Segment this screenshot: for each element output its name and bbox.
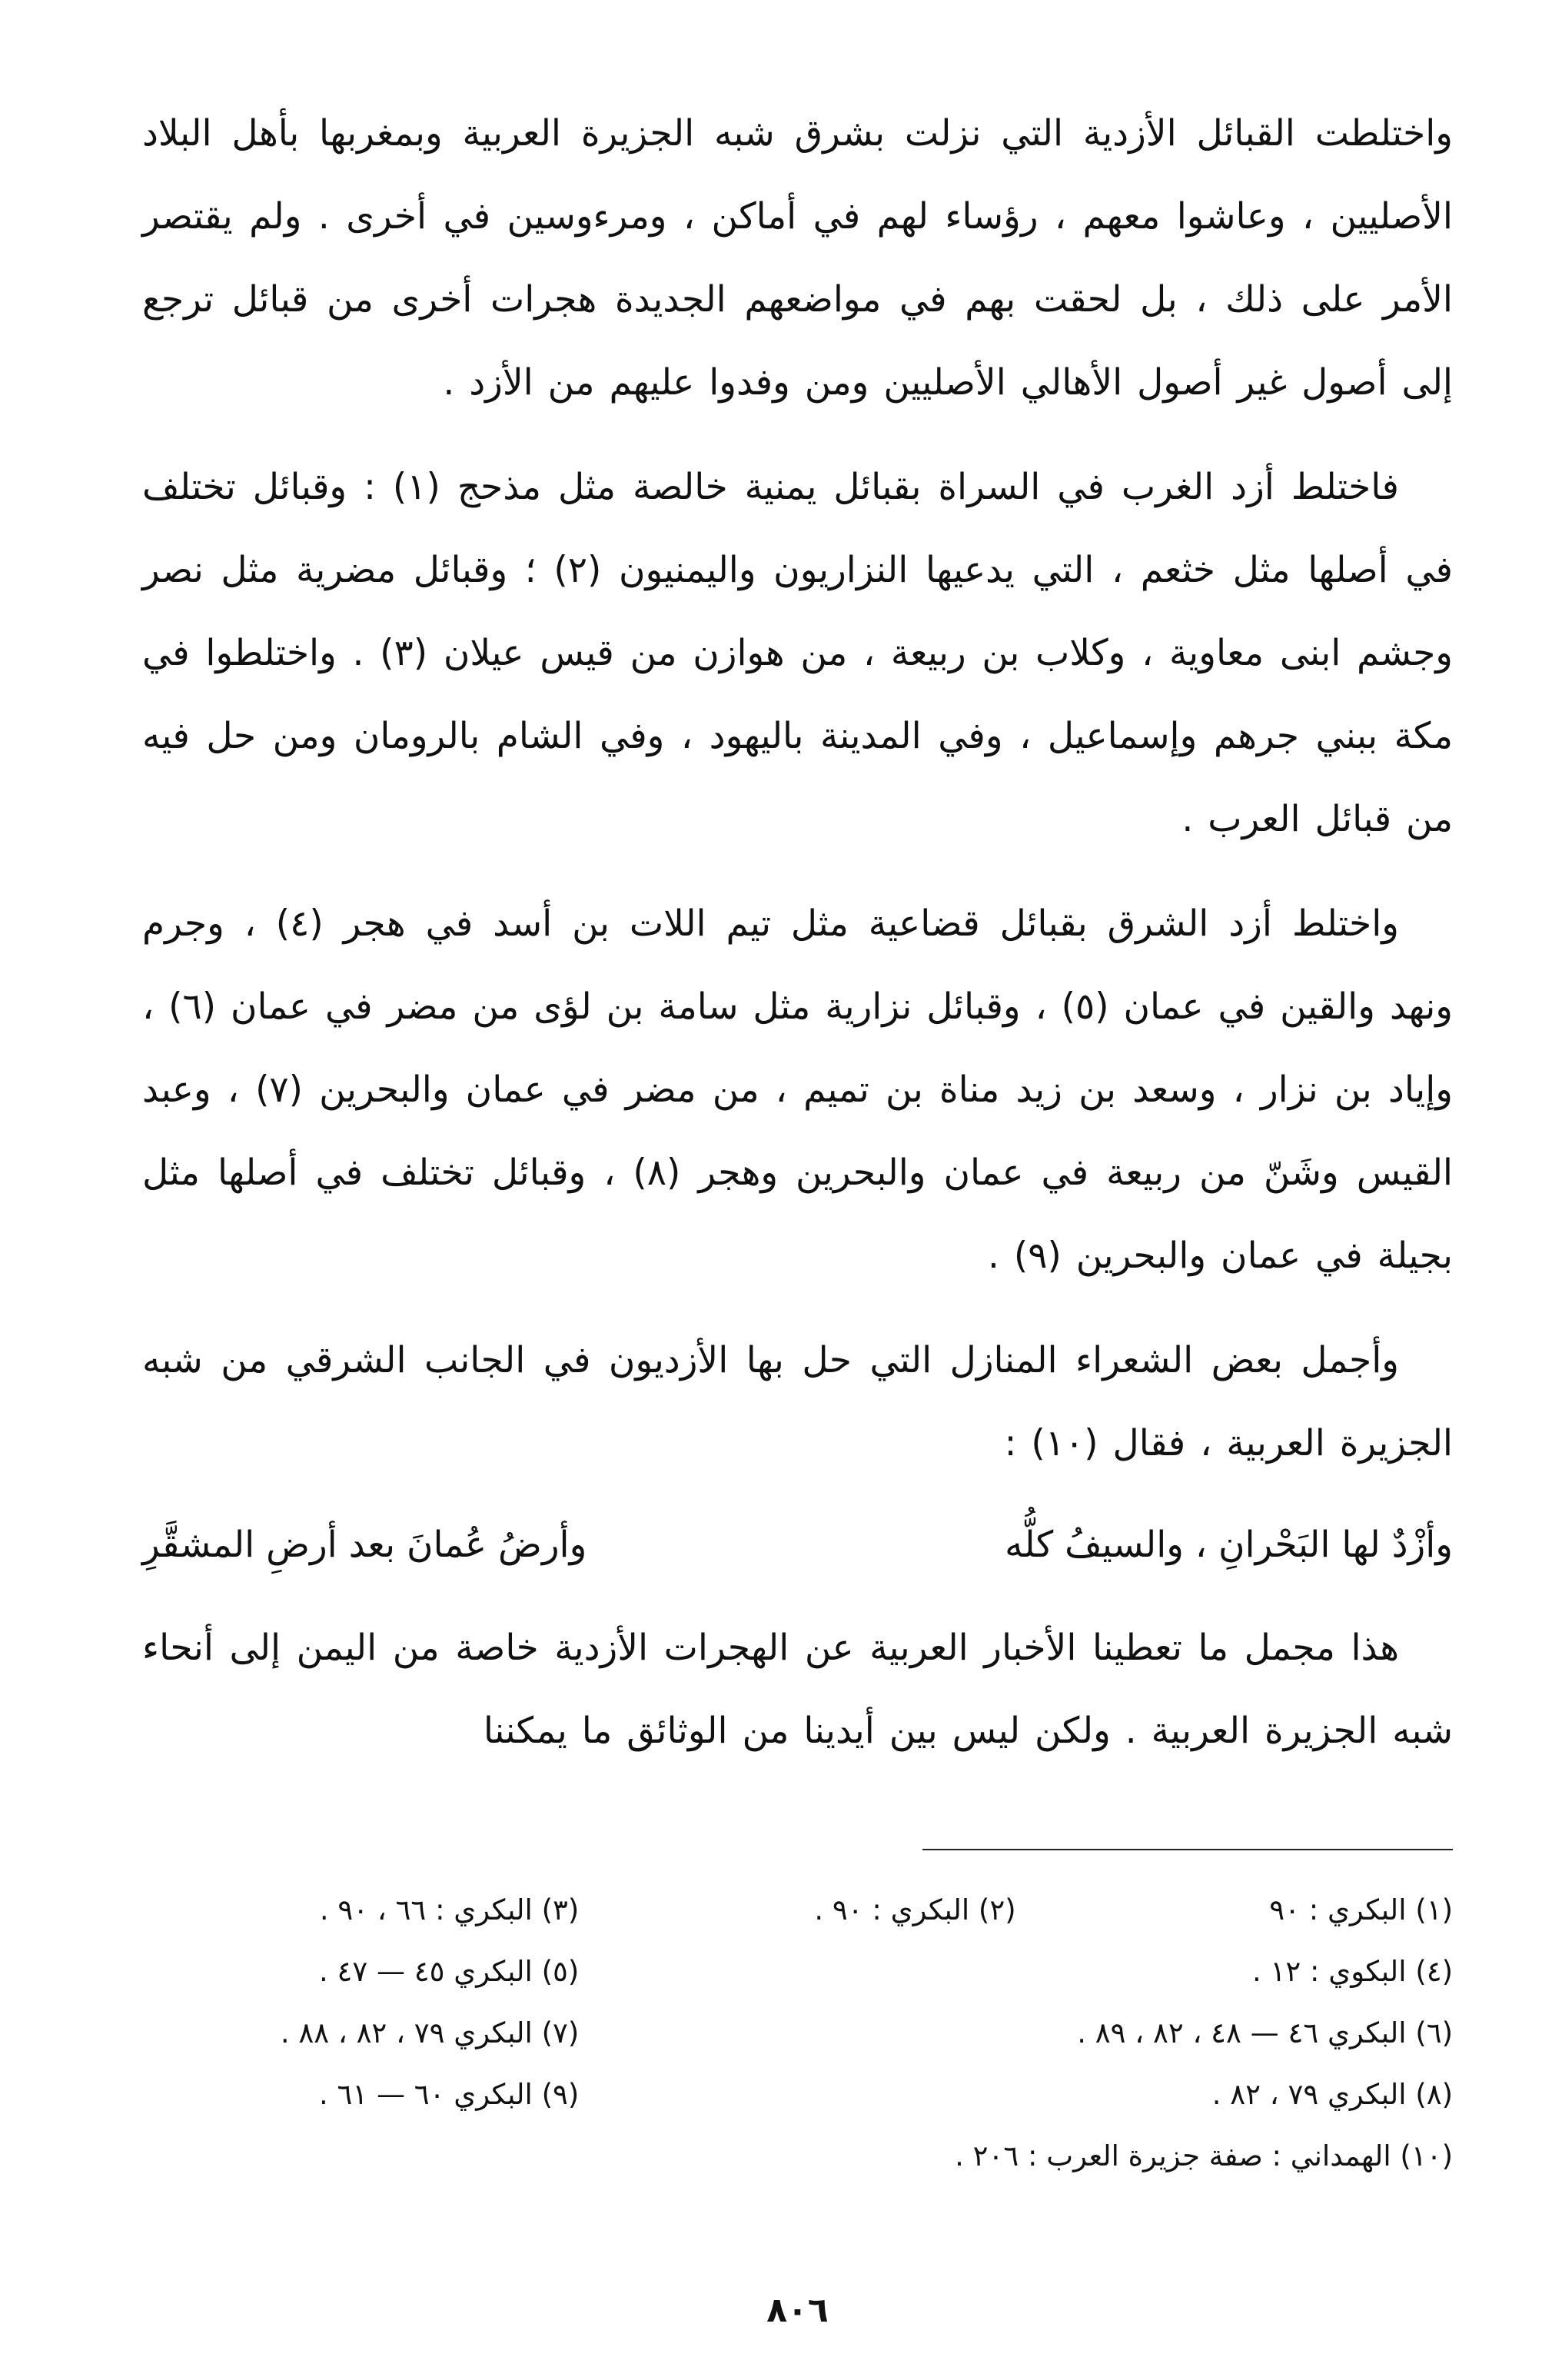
verse-first-hemistich: وأزْدٌ لها البَحْرانِ ، والسيفُ كلُّه: [1005, 1524, 1453, 1566]
paragraph-4: وأجمل بعض الشعراء المنازل التي حل بها الأزديون في الجانب الشرقي من شبه الجزيرة العربية ، فقال (١٠) :: [142, 1339, 1453, 1464]
verse-second-hemistich: وأرضُ عُمانَ بعد أرضِ المشقَّرِ: [142, 1524, 587, 1566]
footnotes: [142, 1880, 1453, 2187]
footnote-row: [142, 1880, 1453, 1941]
footnote-1: (١) البكري : ٩٠: [1269, 1893, 1453, 1926]
footnote-row: [142, 2126, 1453, 2187]
footnote-separator: [922, 1849, 1453, 1850]
footnote-9: (٩) البكري ٦٠ — ٦١ .: [318, 2078, 580, 2111]
footnote-10: (١٠) الهمداني : صفة جزيرة العرب : ٢٠٦ .: [955, 2139, 1453, 2172]
footnote-row: [142, 1941, 1453, 2003]
footnote-row: [142, 2003, 1453, 2064]
paragraph-3: واختلط أزد الشرق بقبائل قضاعية مثل تيم اللات بن أسد في هجر (٤) ، وجرم ونهد والقين في عمان (٥) ، وقبائل نزارية مثل سامة بن لؤى من مضر في عمان (٦) ، وإياد بن نزار ، وسعد بن زيد مناة بن تميم ، من مضر في عمان والبحرين (٧) ، وعبد القيس وشَنّ من ربيعة في عمان والبحرين وهجر (٨) ، وقبائل تختلف في أصلها مثل بجيلة في عمان والبحرين (٩) .: [142, 902, 1453, 1277]
paragraph-1: واختلطت القبائل الأزدية التي نزلت بشرق شبه الجزيرة العربية وبمغربها بأهل البلاد الأصليين ، وعاشوا معهم ، رؤساء لهم في أماكن ، ومرءوسين في أخرى . ولم يقتصر الأمر على ذلك ، بل لحقت بهم في مواضعهم الجديدة هجرات أخرى من قبائل ترجع إلى أصول غير أصول الأهالي الأصليين ومن وفدوا عليهم من الأزد .: [142, 112, 1453, 404]
footnote-7: (٧) البكري ٧٩ ، ٨٢ ، ٨٨ .: [280, 2016, 580, 2049]
footnote-3: (٣) البكري : ٦٦ ، ٩٠ .: [319, 1893, 580, 1926]
footnote-spacer: [579, 1941, 1015, 2003]
footnote-4: (٤) البكوي : ١٢ .: [1251, 1955, 1453, 1988]
footnote-spacer: [669, 2126, 676, 2187]
footnote-8: (٨) البكري ٧٩ ، ٨٢ .: [1211, 2078, 1453, 2111]
footnote-2: (٢) البكري : ٩٠ .: [814, 1893, 1016, 1926]
footnote-5: (٥) البكري ٤٥ — ٤٧ .: [318, 1955, 580, 1988]
paragraph-2: فاختلط أزد الغرب في السراة بقبائل يمنية خالصة مثل مذحج (١) : وقبائل تختلف في أصلها مثل خثعم ، التي يدعيها النزاريون واليمنيون (٢) ؛ وقبائل مضرية مثل نصر وجشم ابنى معاوية ، وكلاب بن ربيعة ، من هوازن من قيس عيلان (٣) . واختلطوا في مكة ببني جرهم وإسماعيل ، وفي المدينة باليهود ، وفي الشام بالرومان ومن حل فيه من قبائل العرب .: [142, 466, 1453, 840]
page-number: ٨٠٦: [766, 2291, 829, 2330]
paragraph-5: هذا مجمل ما تعطينا الأخبار العربية عن الهجرات الأزدية خاصة من اليمن إلى أنحاء شبه الجزيرة العربية . ولكن ليس بين أيدينا من الوثائق ما يمكننا: [142, 1627, 1453, 1752]
footnote-spacer: [676, 2126, 684, 2187]
footnote-spacer: [579, 2064, 1015, 2126]
footnote-area: [142, 92, 1453, 2330]
footnote-6: (٦) البكري ٤٦ — ٤٨ ، ٨٢ ، ٨٩ .: [1077, 2016, 1453, 2049]
footnote-row: [142, 2064, 1453, 2126]
footnote-spacer: [579, 2003, 870, 2064]
